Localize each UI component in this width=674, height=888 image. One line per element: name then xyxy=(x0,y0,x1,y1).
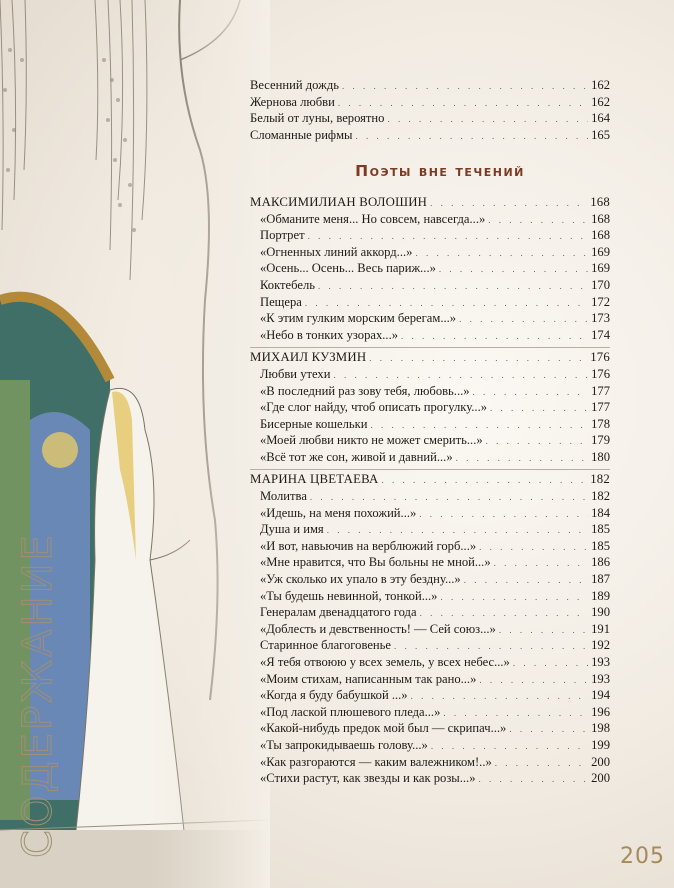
poem-title: Молитва xyxy=(260,489,307,504)
poem-title: «Как разгораются — каким валежником!..» xyxy=(260,754,492,769)
poem-entry[interactable] xyxy=(250,489,610,506)
poem-title: «Идешь, на меня похожий...» xyxy=(260,505,417,520)
leader-dots xyxy=(513,656,588,672)
leader-dots xyxy=(342,79,588,95)
poem-page: 178 xyxy=(591,416,610,431)
leader-dots xyxy=(310,490,588,506)
leader-dots xyxy=(490,401,588,417)
poem-title: «Ты будешь невинной, тонкой...» xyxy=(260,588,438,603)
poem-page: 193 xyxy=(591,655,610,669)
poem-entry[interactable] xyxy=(250,539,610,556)
leader-dots xyxy=(456,451,588,467)
leader-dots xyxy=(419,507,588,523)
toc-entry-title: Сломанные рифмы xyxy=(250,127,353,142)
poem-entry[interactable] xyxy=(250,328,610,345)
leader-dots xyxy=(459,312,588,328)
table-of-contents xyxy=(250,78,610,788)
leader-dots xyxy=(488,213,588,229)
poem-title: «Доблесть и девственность! — Сей союз...» xyxy=(260,621,496,636)
leader-dots xyxy=(440,590,588,606)
poem-page: 176 xyxy=(591,366,610,381)
leader-dots xyxy=(464,573,588,589)
poem-page: 169 xyxy=(591,244,610,259)
poem-entry[interactable] xyxy=(250,672,610,689)
poem-title: «Мне нравится, что Вы больны не мной...» xyxy=(260,555,491,570)
leader-dots xyxy=(479,673,588,689)
poem-entry[interactable] xyxy=(250,450,610,467)
poem-page: 185 xyxy=(591,522,610,537)
poem-page: 186 xyxy=(591,555,610,570)
page-number: 205 xyxy=(620,844,665,869)
toc-entry-title: Белый от луны, вероятно xyxy=(250,111,385,126)
poem-title: «Где слог найду, чтоб описать прогулку...» xyxy=(260,400,488,415)
poem-title: Любви утехи xyxy=(260,366,331,381)
poem-entry[interactable] xyxy=(250,433,610,450)
poem-entry[interactable] xyxy=(250,655,610,672)
poem-page: 190 xyxy=(591,605,610,620)
poem-entry[interactable] xyxy=(250,367,610,384)
poem-title: «Моей любви никто не может смерить...» xyxy=(260,433,483,448)
author-name: МИХАИЛ КУЗМИН xyxy=(250,350,367,365)
leader-dots xyxy=(495,756,588,772)
poem-title: «Моим стихам, написанным так рано...» xyxy=(260,671,477,686)
poem-entry[interactable] xyxy=(250,278,610,295)
author-name: МАРИНА ЦВЕТАЕВА xyxy=(250,472,379,487)
poem-entry[interactable] xyxy=(250,771,610,788)
poem-title: Портрет xyxy=(260,228,305,243)
leader-dots xyxy=(499,623,588,639)
poem-page: 173 xyxy=(591,311,610,326)
poem-entry[interactable] xyxy=(250,212,610,229)
poem-page: 185 xyxy=(591,538,610,553)
poem-title: «Стихи растут, как звезды и как розы...» xyxy=(260,771,476,786)
leader-dots xyxy=(387,112,588,128)
toc-entry-title: Жернова любви xyxy=(250,94,335,109)
poem-entry[interactable] xyxy=(250,245,610,262)
toc-entry-page: 165 xyxy=(591,127,610,142)
poem-entry[interactable] xyxy=(250,572,610,589)
author-group xyxy=(250,350,610,466)
poem-page: 182 xyxy=(591,489,610,504)
poem-page: 184 xyxy=(591,505,610,520)
leader-dots xyxy=(509,722,588,738)
poem-page: 177 xyxy=(591,383,610,398)
poem-title: «Небо в тонких узорах...» xyxy=(260,327,399,342)
poem-page: 198 xyxy=(591,721,610,736)
leader-dots xyxy=(308,229,589,245)
section-heading: Поэты вне течений xyxy=(355,162,525,181)
poem-title: Пещера xyxy=(260,294,302,309)
leader-dots xyxy=(338,96,588,112)
toc-entry[interactable] xyxy=(250,128,610,145)
poem-entry[interactable] xyxy=(250,589,610,606)
leader-dots xyxy=(394,639,588,655)
leader-dots xyxy=(371,418,589,434)
poem-entry[interactable] xyxy=(250,228,610,245)
poem-title: «Ты запрокидываешь голову...» xyxy=(260,737,428,752)
poem-entry[interactable] xyxy=(250,705,610,722)
poem-entry[interactable] xyxy=(250,622,610,639)
poem-page: 168 xyxy=(591,211,610,226)
poem-title: «Обманите меня... Но совсем, навсегда...» xyxy=(260,211,486,226)
top-entries xyxy=(250,78,610,144)
author-name: МАКСИМИЛИАН ВОЛОШИН xyxy=(250,194,428,209)
poem-title: Душа и имя xyxy=(260,522,324,537)
poem-title: Коктебель xyxy=(260,277,315,292)
poem-page: 170 xyxy=(591,277,610,292)
poem-page: 168 xyxy=(591,228,610,243)
poem-entry[interactable] xyxy=(250,384,610,401)
poem-entry[interactable] xyxy=(250,755,610,772)
poem-title: «Всё тот же сон, живой и давний...» xyxy=(260,449,453,464)
poem-title: «И вот, навьючив на верблюжий горб...» xyxy=(260,538,477,553)
toc-entry-title: Весенний дождь xyxy=(250,78,339,92)
author-page: 182 xyxy=(590,472,610,487)
author-page: 176 xyxy=(590,350,610,365)
author-page: 168 xyxy=(590,194,610,209)
leader-dots xyxy=(411,689,589,705)
toc-entry[interactable] xyxy=(250,78,610,95)
leader-dots xyxy=(369,351,587,367)
poem-page: 191 xyxy=(591,621,610,636)
poem-entry[interactable] xyxy=(250,311,610,328)
leader-dots xyxy=(318,279,588,295)
poem-entry[interactable] xyxy=(250,721,610,738)
poem-title: Генералам двенадцатого года xyxy=(260,605,417,620)
leader-dots xyxy=(431,739,588,755)
poem-page: 179 xyxy=(591,433,610,448)
poem-page: 200 xyxy=(591,754,610,769)
leader-dots xyxy=(305,296,588,312)
divider xyxy=(250,347,610,348)
poem-page: 193 xyxy=(591,671,610,686)
toc-entry-page: 162 xyxy=(591,94,610,109)
poem-entry[interactable] xyxy=(250,506,610,523)
poem-entry[interactable] xyxy=(250,400,610,417)
poem-page: 187 xyxy=(591,572,610,587)
author-group xyxy=(250,472,610,787)
author-entry[interactable] xyxy=(250,350,610,367)
poem-page: 177 xyxy=(591,400,610,415)
poem-page: 192 xyxy=(591,638,610,653)
poem-title: «Какой-нибудь предок мой был — скрипач...» xyxy=(260,721,507,736)
poem-title: «Осень... Осень... Весь париж...» xyxy=(260,261,436,276)
leader-dots xyxy=(420,606,589,622)
poem-title: «К этим гулким морским берегам...» xyxy=(260,311,457,326)
vertical-contents-title: СОДЕРЖАНИЕ xyxy=(15,532,61,858)
author-entry[interactable] xyxy=(250,472,610,489)
leader-dots xyxy=(401,329,588,345)
leader-dots xyxy=(494,556,588,572)
leader-dots xyxy=(430,196,587,212)
poem-title: Старинное благоговенье xyxy=(260,638,391,653)
poem-entry[interactable] xyxy=(250,261,610,278)
leader-dots xyxy=(479,772,589,788)
poem-title: Бисерные кошельки xyxy=(260,416,368,431)
poem-title: «Уж сколько их упало в эту бездну...» xyxy=(260,572,461,587)
author-group xyxy=(250,195,610,344)
toc-entry[interactable] xyxy=(250,111,610,128)
poem-title: «Когда я буду бабушкой ...» xyxy=(260,688,408,703)
poem-page: 180 xyxy=(591,449,610,464)
poem-page: 189 xyxy=(591,588,610,603)
leader-dots xyxy=(415,246,588,262)
poem-entry[interactable] xyxy=(250,555,610,572)
poem-page: 169 xyxy=(591,261,610,276)
poem-entry[interactable] xyxy=(250,688,610,705)
toc-entry-page: 162 xyxy=(591,78,610,92)
leader-dots xyxy=(381,473,587,489)
toc-entry-page: 164 xyxy=(591,111,610,126)
poem-entry[interactable] xyxy=(250,605,610,622)
poem-title: «В последний раз зову тебя, любовь...» xyxy=(260,383,470,398)
poem-page: 196 xyxy=(591,704,610,719)
leader-dots xyxy=(443,706,588,722)
divider xyxy=(250,469,610,470)
leader-dots xyxy=(333,368,588,384)
poem-title: «Под лаской плюшевого пледа...» xyxy=(260,704,441,719)
leader-dots xyxy=(486,434,588,450)
poem-title: «Я тебя отвоюю у всех земель, у всех небес...» xyxy=(260,655,510,669)
toc-entry[interactable] xyxy=(250,95,610,112)
poem-page: 199 xyxy=(591,737,610,752)
poem-entry[interactable] xyxy=(250,417,610,434)
leader-dots xyxy=(473,385,589,401)
poem-entry[interactable] xyxy=(250,295,610,312)
poem-title: «Огненных линий аккорд...» xyxy=(260,244,413,259)
leader-dots xyxy=(439,262,588,278)
poem-entry[interactable] xyxy=(250,522,610,539)
leader-dots xyxy=(479,540,588,556)
leader-dots xyxy=(327,523,588,539)
poem-page: 200 xyxy=(591,771,610,786)
poem-entry[interactable] xyxy=(250,738,610,755)
author-entry[interactable] xyxy=(250,195,610,212)
leader-dots xyxy=(356,129,589,145)
poem-page: 194 xyxy=(591,688,610,703)
poem-page: 174 xyxy=(591,327,610,342)
poem-entry[interactable] xyxy=(250,638,610,655)
poem-page: 172 xyxy=(591,294,610,309)
